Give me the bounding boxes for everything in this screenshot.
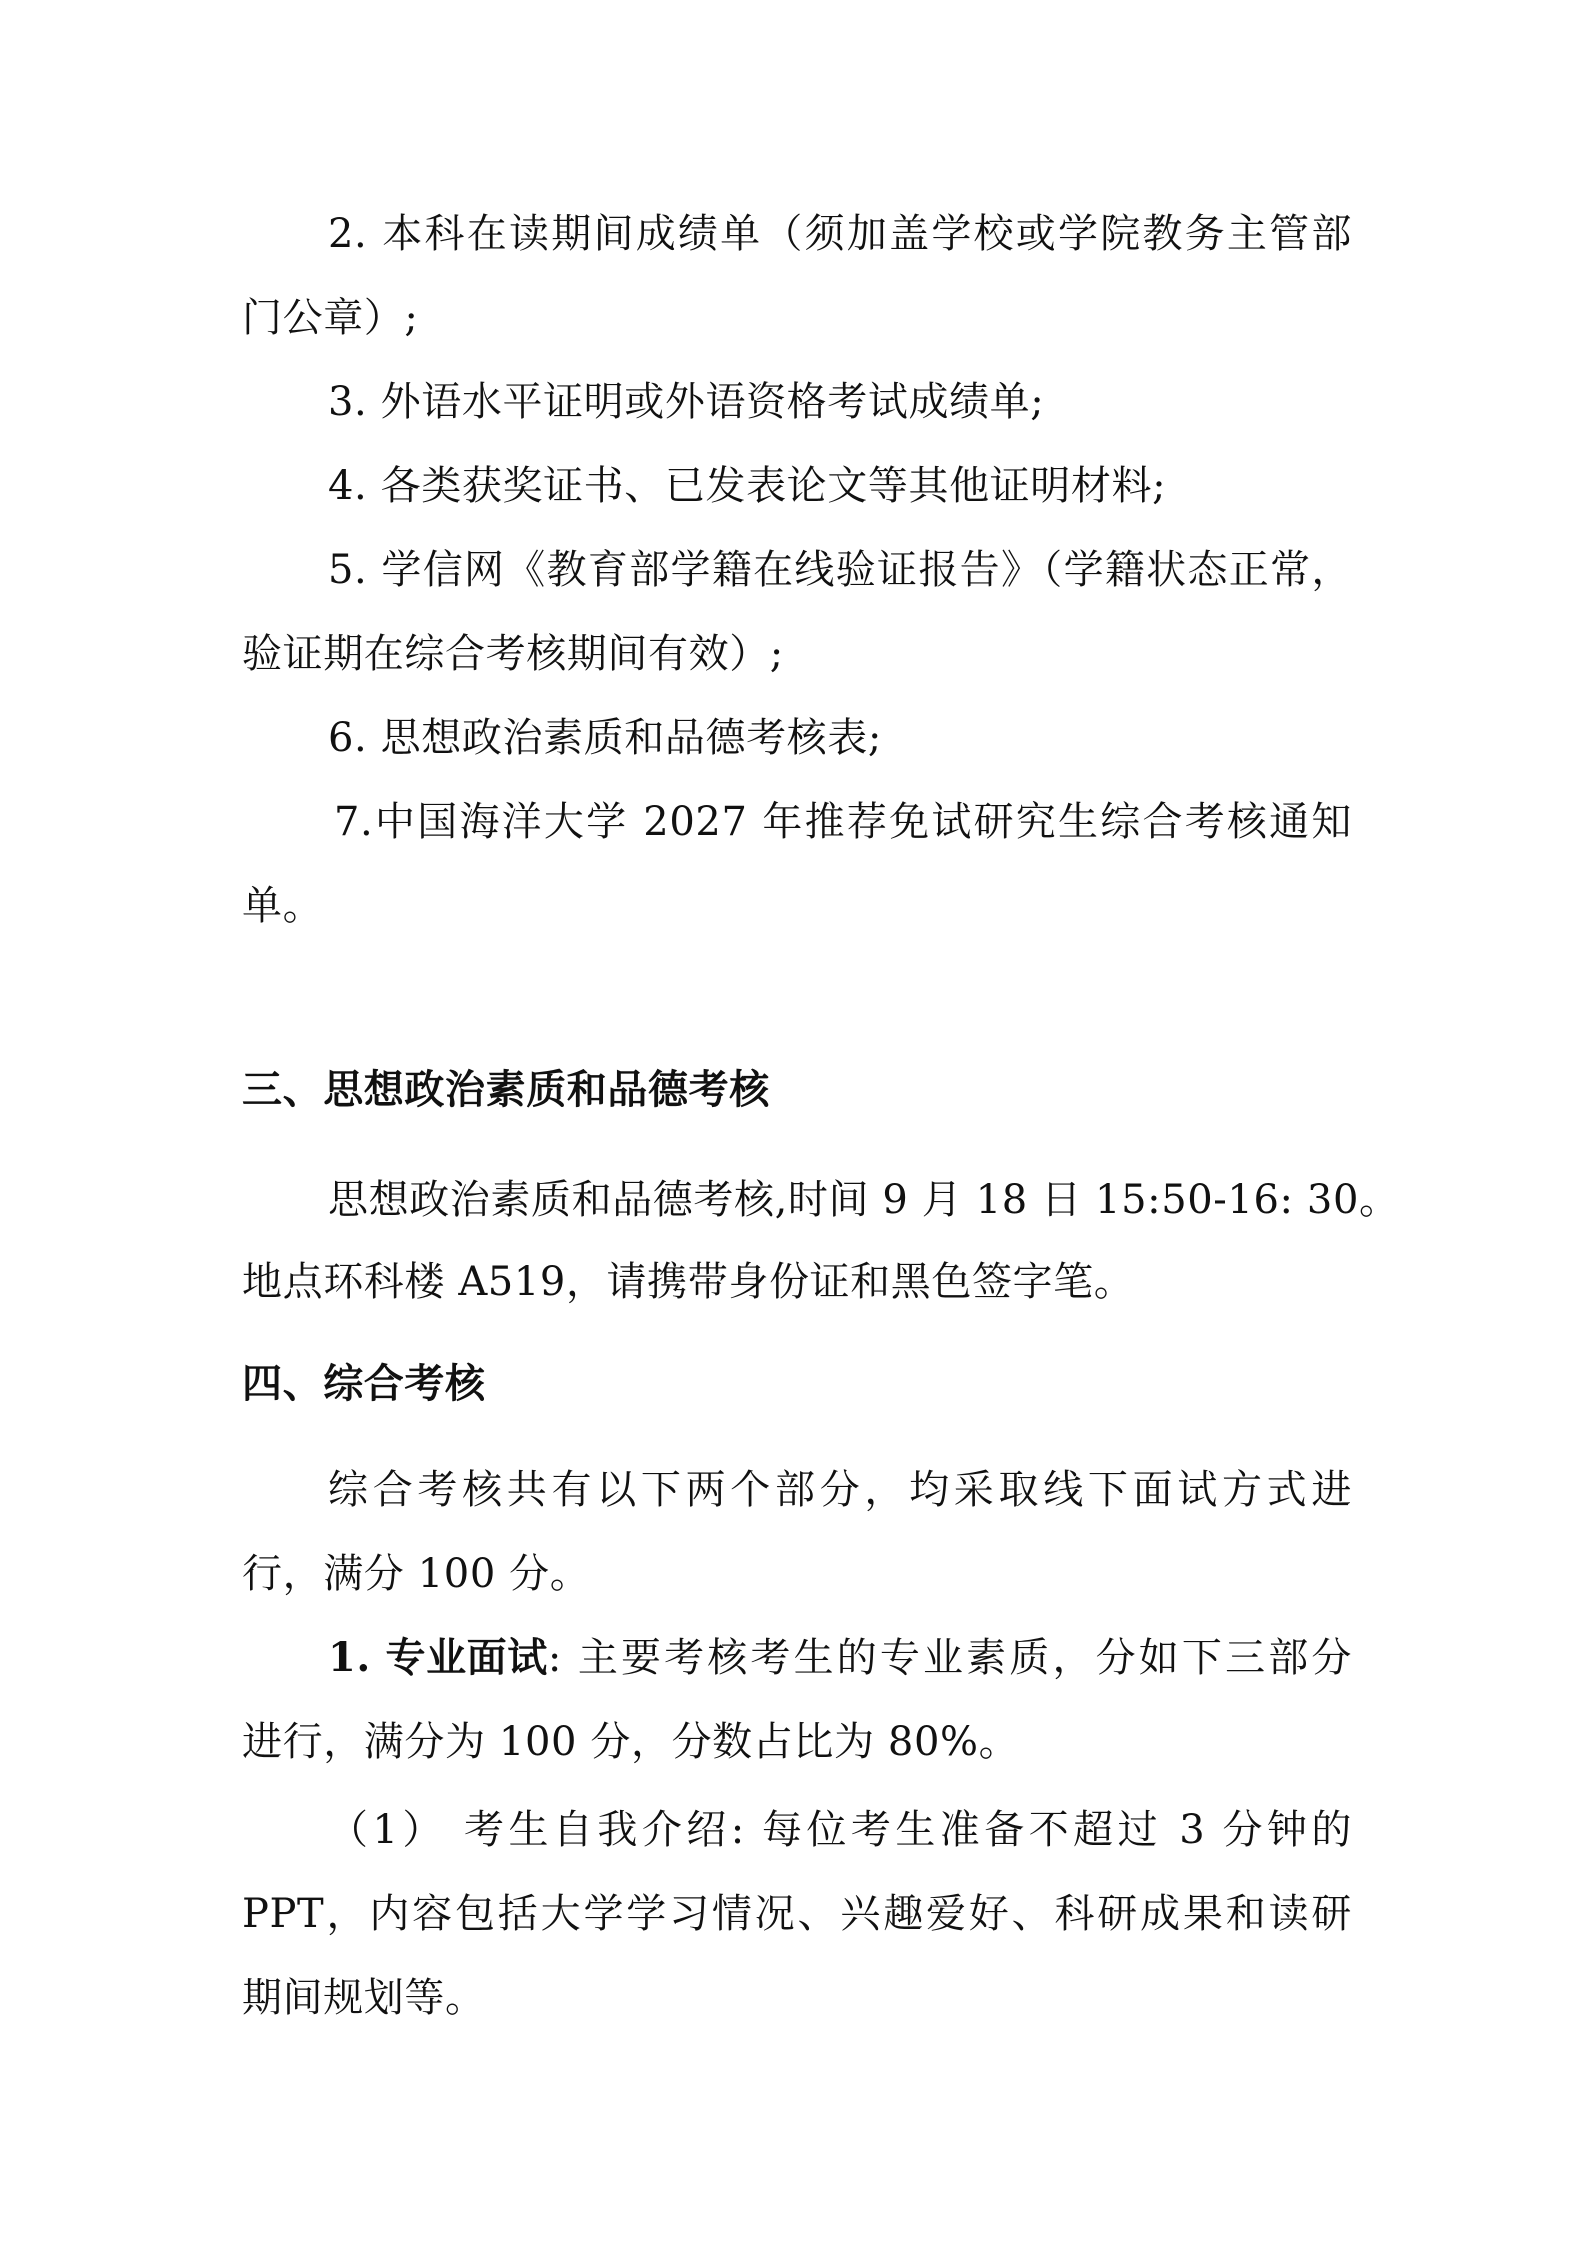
professional-interview-line-2: 进行，满分为 100 分，分数占比为 80%。 [242, 1719, 1020, 1765]
list-item-4: 4. 各类获奖证书、已发表论文等其他证明材料; [328, 463, 1167, 509]
professional-interview-label: 1. 专业面试 [328, 1634, 548, 1681]
section-3-heading: 三、思想政治素质和品德考核 [242, 1067, 770, 1113]
list-item-2-line-2: 门公章）; [242, 295, 419, 341]
list-item-7-line-1: 7.中国海洋大学 2027 年推荐免试研究生综合考核通知 [334, 799, 1352, 845]
list-item-3: 3. 外语水平证明或外语资格考试成绩单; [328, 379, 1045, 425]
section-4-heading: 四、综合考核 [242, 1361, 486, 1407]
self-introduction-line-1: （1） 考生自我介绍: 每位考生准备不超过 3 分钟的 [328, 1807, 1352, 1853]
section-4-intro-line-1: 综合考核共有以下两个部分，均采取线下面试方式进 [328, 1467, 1352, 1513]
professional-interview-description: : 主要考核考生的专业素质，分如下三部分 [547, 1635, 1352, 1681]
section-3-paragraph-line-2: 地点环科楼 A519，请携带身份证和黑色签字笔。 [242, 1259, 1135, 1305]
list-item-7-line-2: 单。 [242, 883, 324, 929]
self-introduction-line-2: PPT，内容包括大学学习情况、兴趣爱好、科研成果和读研 [242, 1891, 1352, 1937]
section-3-paragraph-line-1: 思想政治素质和品德考核,时间 9 月 18 日 15:50-16: 30。 [328, 1177, 1400, 1223]
list-item-2-line-1: 2. 本科在读期间成绩单（须加盖学校或学院教务主管部 [328, 211, 1352, 257]
list-item-5-line-2: 验证期在综合考核期间有效）; [242, 631, 784, 677]
professional-interview-line-1 [328, 1634, 1352, 1682]
self-introduction-line-3: 期间规划等。 [242, 1975, 486, 2021]
list-item-6: 6. 思想政治素质和品德考核表; [328, 715, 882, 761]
list-item-5-line-1: 5. 学信网《教育部学籍在线验证报告》（学籍状态正常， [328, 547, 1352, 593]
section-4-intro-line-2: 行，满分 100 分。 [242, 1551, 591, 1597]
